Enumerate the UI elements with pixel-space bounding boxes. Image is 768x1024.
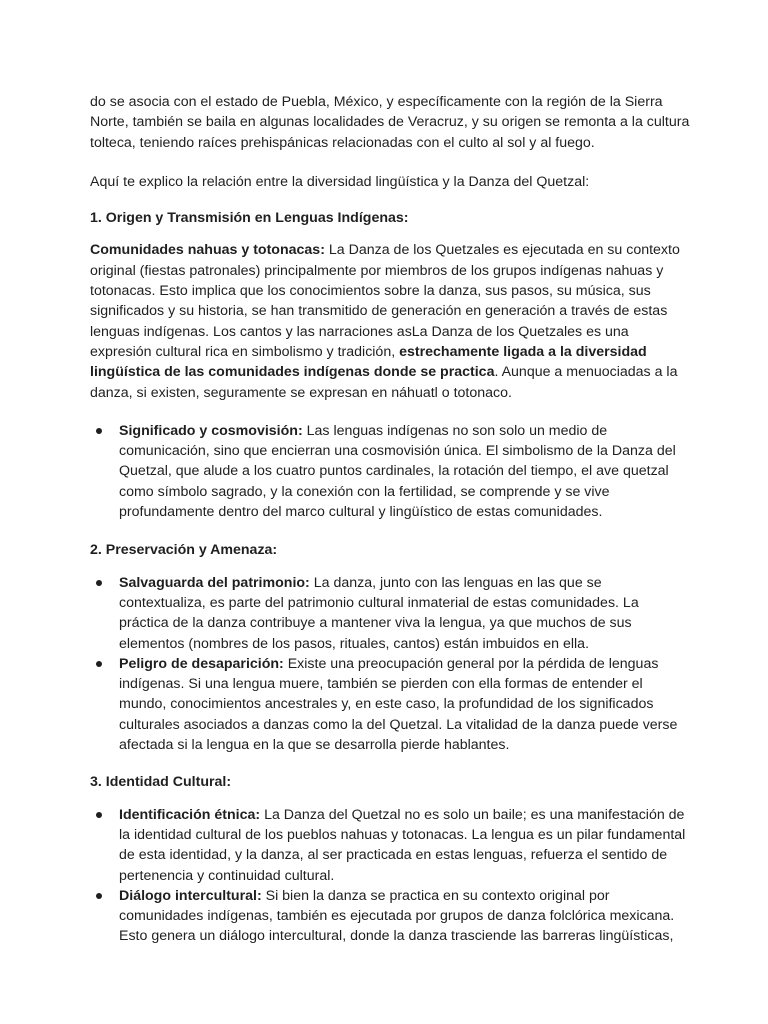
list-item-label: Peligro de desaparición: <box>119 655 284 672</box>
lead-paragraph: Aquí te explico la relación entre la diversidad lingüística y la Danza del Quetzal: <box>90 173 590 190</box>
document-body <box>90 92 690 947</box>
communities-paragraph <box>90 240 690 402</box>
list-item <box>90 421 690 522</box>
section-heading-preservation: 2. Preservación y Amenaza: <box>90 542 278 559</box>
list-item-label: Diálogo intercultural: <box>119 887 262 904</box>
origin-list <box>90 421 690 522</box>
list-item-label: Significado y cosmovisión: <box>119 422 303 439</box>
bullet-icon <box>96 893 102 899</box>
list-item-text: Las lenguas indígenas no son solo un medio de comunicación, sino que encierran una cosmovisión única. El simbolismo de la Danza del Quetzal, que alude a los cuatro puntos cardinales, la rotación del tiempo, el ave quetzal como símbolo sagrado, y la conexión con la fertilidad, se comprende y se vive profundamente dentro del marco cultural y lingüístico de estas comunidades. <box>119 422 676 521</box>
bullet-icon <box>96 812 102 818</box>
communities-text-before: La Danza de los Quetzales es ejecutada en su contexto original (fiestas patronales) principalmente por miembros de los grupos indígenas nahuas y totonacas. Esto implica que los conocimientos sobre la danza, sus pasos, su música, sus significados y su historia, se han transmitido de generación en generación a través de estas lenguas indígenas. Los cantos y las narraciones asLa Danza de los Quetzales es una expresión cultural rica en simbolismo y tradición, <box>90 242 680 360</box>
communities-text-after: . Aunque a menuociadas a la danza, si existen, seguramente se expresan en náhuatl o totonaco. <box>90 364 678 401</box>
list-item <box>90 654 690 755</box>
bullet-icon <box>96 428 102 434</box>
communities-label: Comunidades nahuas y totonacas: <box>90 242 325 259</box>
section-heading-identity: 3. Identidad Cultural: <box>90 774 232 791</box>
preservation-list <box>90 573 690 756</box>
communities-bold-mid: estrechamente ligada a la diversidad lingüística de las comunidades indígenas donde se practica <box>90 343 647 381</box>
list-item-label: Salvaguarda del patrimonio: <box>119 574 310 591</box>
intro-paragraph: do se asocia con el estado de Puebla, México, y específicamente con la región de la Sierra Norte, también se baila en algunas localidades de Veracruz, y su origen se remonta a la cultura tolteca, teniendo raíces prehispánicas relacionadas con el culto al sol y al fuego. <box>90 94 690 151</box>
bullet-icon <box>96 580 102 586</box>
list-item-label: Identificación étnica: <box>119 806 261 823</box>
identity-list <box>90 805 690 947</box>
list-item <box>90 573 690 654</box>
section-heading-origin: 1. Origen y Transmisión en Lenguas Indígenas: <box>90 210 409 227</box>
list-item <box>90 805 690 886</box>
list-item <box>90 886 690 947</box>
list-item-text: La Danza del Quetzal no es solo un baile; es una manifestación de la identidad cultural de los pueblos nahuas y totonacas. La lengua es un pilar fundamental de esta identidad, y la danza, al ser practicada en estas lenguas, refuerza el sentido de pertenencia y continuidad cultural. <box>119 806 686 884</box>
list-item-text: La danza, junto con las lenguas en las que se contextualiza, es parte del patrimonio cultural inmaterial de estas comunidades. La práctica de la danza contribuye a mantener viva la lengua, ya que muchos de sus elementos (nombres de los pasos, rituales, cantos) están imbuidos en ella. <box>119 574 639 652</box>
list-item-text: Si bien la danza se practica en su contexto original por comunidades indígenas, también es ejecutada por grupos de danza folclórica mexicana. Esto genera un diálogo intercultural, donde la danza trasciende las barreras lingüísticas, <box>119 887 675 945</box>
bullet-icon <box>96 661 102 667</box>
list-item-text: Existe una preocupación general por la pérdida de lenguas indígenas. Si una lengua muere, también se pierden con ella formas de entender el mundo, conocimientos ancestrales y, en este caso, la profundidad de los significados culturales asociados a danzas como la del Quetzal. La vitalidad de la danza puede verse afectada si la lengua en la que se desarrolla pierde hablantes. <box>119 655 678 754</box>
